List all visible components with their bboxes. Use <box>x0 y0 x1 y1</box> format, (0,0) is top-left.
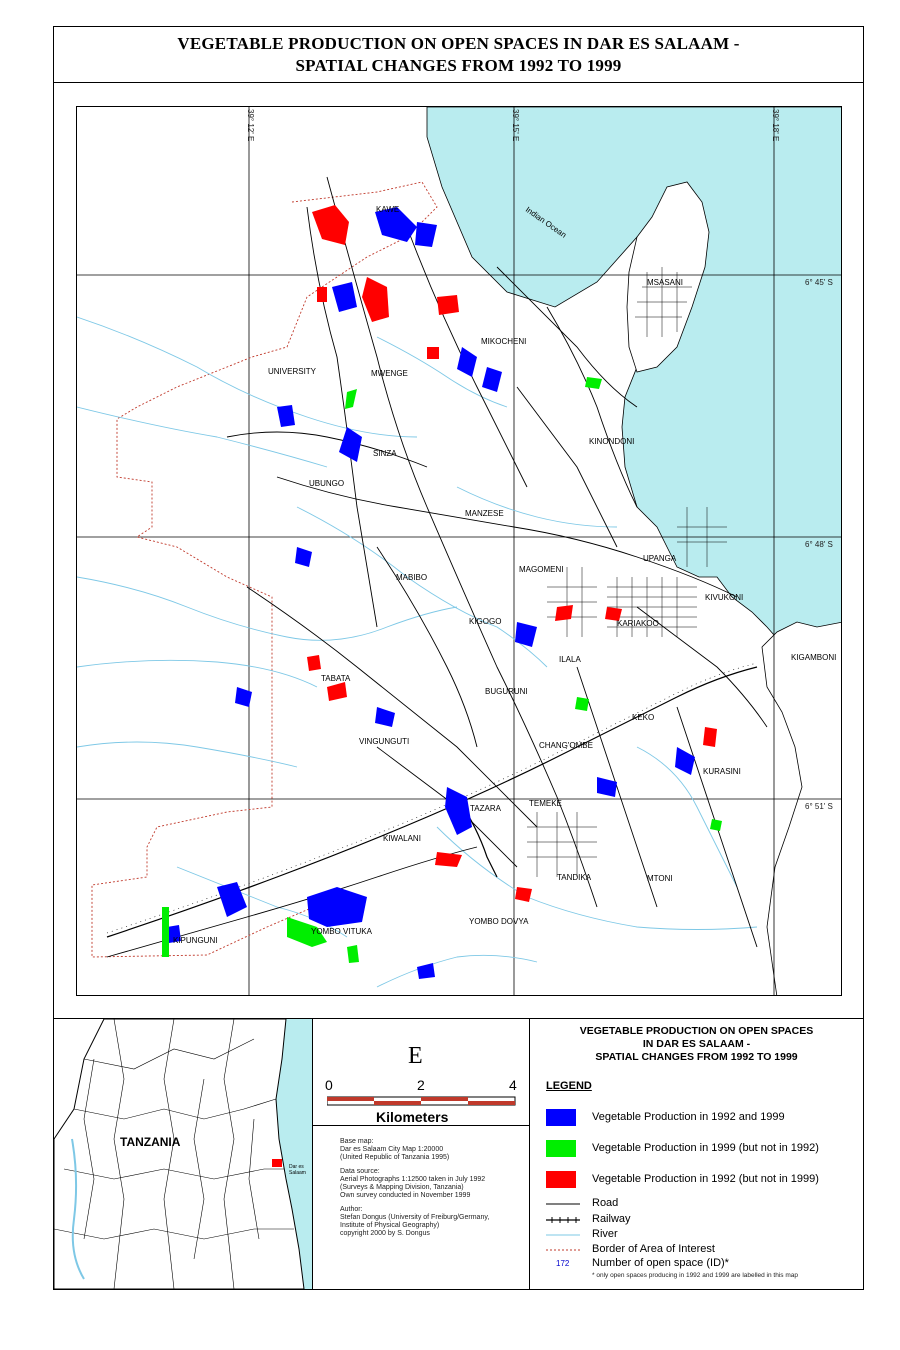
basemap-heading: Base map: <box>340 1138 374 1145</box>
place-label: MWENGE <box>371 369 408 378</box>
patch-both <box>445 787 472 835</box>
patch-both <box>295 547 312 567</box>
place-label: TAZARA <box>470 804 501 813</box>
patch-1992 <box>362 277 389 322</box>
basemap-line1: Dar es Salaam City Map 1:20000 <box>340 1146 444 1153</box>
place-label: MABIBO <box>396 573 428 582</box>
legend-title-line3: SPATIAL CHANGES FROM 1992 TO 1999 <box>595 1051 798 1063</box>
ocean-label: Indian Ocean <box>523 205 568 240</box>
patch-1992 <box>703 727 717 747</box>
place-label: MANZESE <box>465 509 504 518</box>
tanzania-outline <box>54 1019 304 1289</box>
scale-bar <box>327 1095 517 1107</box>
border-symbol <box>546 1245 580 1255</box>
author-heading: Author: <box>340 1206 363 1213</box>
patch-both <box>332 282 357 312</box>
basemap-line2: (United Republic of Tanzania 1995) <box>340 1154 450 1161</box>
patch-1999 <box>162 907 169 957</box>
patch-both <box>217 882 247 917</box>
place-label: KEKO <box>632 713 655 722</box>
map-title-line2: SPATIAL CHANGES FROM 1992 TO 1999 <box>295 56 622 75</box>
place-label: MTONI <box>647 874 673 883</box>
lat-label-3: 6° 51' S <box>805 802 833 811</box>
scale-tick-0: 0 <box>325 1077 333 1093</box>
legend-river: River <box>592 1228 618 1240</box>
place-label: UBUNGO <box>309 479 345 488</box>
patch-1999 <box>575 697 589 711</box>
ocean-area <box>427 107 842 692</box>
place-label: CHANG'OMBE <box>539 741 593 750</box>
place-label: YOMBO VITUKA <box>311 927 372 936</box>
legend-id: Number of open space (ID)* <box>592 1257 729 1269</box>
place-label: UPANGA <box>643 554 677 563</box>
map-title <box>54 27 863 83</box>
legend-both-years: Vegetable Production in 1992 and 1999 <box>592 1111 785 1123</box>
legend-1999-only: Vegetable Production in 1999 (but not in 1992) <box>592 1142 819 1154</box>
place-label: MSASANI <box>647 278 684 287</box>
place-label: SINZA <box>373 449 397 458</box>
lon-label-1: 39° 12' E <box>246 109 255 142</box>
swatch-1992-only <box>546 1171 576 1188</box>
legend-1992-only: Vegetable Production in 1992 (but not in 1999) <box>592 1173 819 1185</box>
datasource-heading: Data source: <box>340 1168 380 1175</box>
patch-1992 <box>312 205 349 245</box>
patch-both <box>482 367 502 392</box>
patch-1992 <box>317 287 327 302</box>
place-label: KIGOGO <box>469 617 502 626</box>
patch-both <box>417 963 435 979</box>
patch-both <box>597 777 617 797</box>
datasource-line3: Own survey conducted in November 1999 <box>340 1192 471 1199</box>
north-arrow-label: E <box>408 1043 423 1069</box>
patch-both <box>339 427 362 462</box>
place-label: TEMEKE <box>529 799 562 808</box>
id-sample: 172 <box>556 1259 570 1268</box>
place-label: TABATA <box>321 674 351 683</box>
scale-tick-2: 2 <box>417 1077 425 1093</box>
place-label: VINGUNGUTI <box>359 737 410 746</box>
legend-railway: Railway <box>592 1213 631 1225</box>
patch-both <box>515 622 537 647</box>
place-label: KAWE <box>376 205 400 214</box>
map-canvas <box>77 107 842 996</box>
place-label: KIWALANI <box>383 834 421 843</box>
author-line2: Institute of Physical Geography) <box>340 1222 440 1229</box>
legend-title <box>530 1025 863 1064</box>
railway-ticks <box>107 663 757 933</box>
patch-1992 <box>437 295 459 315</box>
swatch-1999-only <box>546 1140 576 1157</box>
author-line3: copyright 2000 by S. Dongus <box>340 1230 430 1237</box>
legend-heading: LEGEND <box>546 1080 592 1092</box>
patch-1992 <box>327 682 347 701</box>
patch-both <box>277 405 295 427</box>
lat-label-2: 6° 48' S <box>805 540 833 549</box>
patch-both <box>375 707 395 727</box>
lon-label-3: 39° 18' E <box>771 109 780 142</box>
patch-both <box>307 887 367 927</box>
place-label: KURASINI <box>703 767 741 776</box>
river-symbol <box>546 1230 580 1240</box>
patch-1992 <box>307 655 321 671</box>
map-credits <box>313 1125 529 1289</box>
place-label: KARIAKOO <box>617 619 659 628</box>
place-label: UNIVERSITY <box>268 367 317 376</box>
patch-1999 <box>710 819 722 831</box>
main-map <box>76 106 842 996</box>
tanzania-inset-map <box>54 1019 313 1289</box>
place-label: KIPUNGUNI <box>173 936 218 945</box>
scale-unit-label: Kilometers <box>376 1109 449 1125</box>
lon-label-2: 39° 15' E <box>511 109 520 142</box>
datasource-line2: (Surveys & Mapping Division, Tanzania) <box>340 1184 464 1191</box>
dar-es-salaam-marker <box>272 1159 282 1167</box>
swatch-both-years <box>546 1109 576 1126</box>
legend-title-line1: VEGETABLE PRODUCTION ON OPEN SPACES <box>579 1025 814 1037</box>
inset-canvas <box>54 1019 313 1289</box>
railways <box>107 667 757 937</box>
legend-title-line2: IN DAR ES SALAAM - <box>642 1038 751 1050</box>
legend-border: Border of Area of Interest <box>592 1243 715 1255</box>
bottom-panel <box>54 1018 863 1289</box>
patch-1992 <box>435 852 462 867</box>
place-label: MAGOMENI <box>519 565 564 574</box>
legend-footnote: * only open spaces producing in 1992 and 1999 are labelled in this map <box>592 1272 798 1279</box>
place-label: KIGAMBONI <box>791 653 837 662</box>
patch-both <box>235 687 252 707</box>
scale-and-credits <box>313 1019 530 1289</box>
railway-symbol <box>546 1215 580 1225</box>
place-label: KIVUKONI <box>705 593 744 602</box>
datasource-line1: Aerial Photographs 1:12500 taken in July 1992 <box>340 1176 486 1183</box>
patch-1999 <box>345 389 357 409</box>
place-label: TANDIKA <box>557 873 592 882</box>
author-line1: Stefan Dongus (University of Freiburg/Germany, <box>340 1214 490 1221</box>
scale-tick-4: 4 <box>509 1077 517 1093</box>
inset-city-label: Dar es Salaam <box>289 1164 306 1176</box>
place-label: MIKOCHENI <box>481 337 527 346</box>
place-label: KINONDONI <box>589 437 635 446</box>
road-symbol <box>546 1199 580 1209</box>
place-label: ILALA <box>559 655 581 664</box>
place-label: BUGURUNI <box>485 687 528 696</box>
patch-1999 <box>585 377 602 389</box>
patch-1992 <box>427 347 439 359</box>
place-label: YOMBO DOVYA <box>469 917 529 926</box>
patch-1999 <box>347 945 359 963</box>
legend-road: Road <box>592 1197 619 1209</box>
patch-1992 <box>515 887 532 902</box>
patch-1992 <box>555 605 573 621</box>
inset-country-label: TANZANIA <box>120 1135 181 1149</box>
map-title-line1: VEGETABLE PRODUCTION ON OPEN SPACES IN DAR ES SALAAM - <box>177 34 740 53</box>
legend-panel <box>530 1019 863 1289</box>
lat-label-1: 6° 45' S <box>805 278 833 287</box>
patch-both <box>415 222 437 247</box>
